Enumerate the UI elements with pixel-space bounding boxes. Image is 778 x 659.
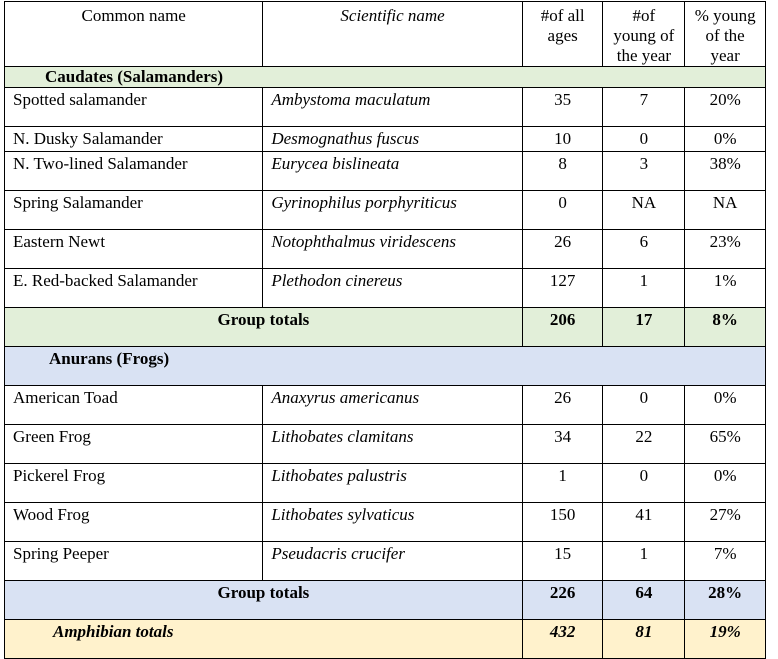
pct-young-cell: 23% [685, 230, 766, 269]
pct-young-cell: 20% [685, 88, 766, 127]
scientific-name-cell: Desmognathus fuscus [263, 127, 523, 152]
table-row [5, 464, 766, 503]
scientific-name-cell: Gyrinophilus porphyriticus [263, 191, 523, 230]
group-totals-label: Group totals [5, 581, 523, 620]
group-totals-pct: 28% [685, 581, 766, 620]
common-name-cell: N. Dusky Salamander [5, 127, 263, 152]
pct-young-cell: 0% [685, 127, 766, 152]
header-pct-young: % young of the year [685, 2, 766, 67]
young-cell: 7 [603, 88, 685, 127]
section-caudates [5, 67, 766, 88]
all-ages-cell: 10 [522, 127, 603, 152]
all-ages-cell: 1 [522, 464, 603, 503]
common-name-cell: E. Red-backed Salamander [5, 269, 263, 308]
table-row [5, 88, 766, 127]
young-cell: 3 [603, 152, 685, 191]
scientific-name-cell: Eurycea bislineata [263, 152, 523, 191]
table-row [5, 386, 766, 425]
table-row [5, 230, 766, 269]
all-ages-cell: 0 [522, 191, 603, 230]
pct-young-cell: 7% [685, 542, 766, 581]
pct-young-cell: 0% [685, 386, 766, 425]
young-cell: 0 [603, 386, 685, 425]
group-totals-pct: 8% [685, 308, 766, 347]
all-ages-cell: 34 [522, 425, 603, 464]
group-totals-all-ages: 206 [522, 308, 603, 347]
group-totals-label: Group totals [5, 308, 523, 347]
table-row [5, 191, 766, 230]
scientific-name-cell: Lithobates sylvaticus [263, 503, 523, 542]
table-row [5, 503, 766, 542]
young-cell: 0 [603, 127, 685, 152]
pct-young-cell: 65% [685, 425, 766, 464]
common-name-cell: Wood Frog [5, 503, 263, 542]
caudates-group-totals-row [5, 308, 766, 347]
common-name-cell: Green Frog [5, 425, 263, 464]
scientific-name-cell: Pseudacris crucifer [263, 542, 523, 581]
all-ages-cell: 15 [522, 542, 603, 581]
common-name-cell: Spring Peeper [5, 542, 263, 581]
scientific-name-cell: Notophthalmus viridescens [263, 230, 523, 269]
section-anurans [5, 347, 766, 386]
young-cell: 0 [603, 464, 685, 503]
amphibian-totals-pct: 19% [685, 620, 766, 659]
scientific-name-cell: Lithobates clamitans [263, 425, 523, 464]
table-row [5, 127, 766, 152]
group-totals-young: 64 [603, 581, 685, 620]
common-name-cell: Spring Salamander [5, 191, 263, 230]
all-ages-cell: 26 [522, 230, 603, 269]
amphibian-totals-all-ages: 432 [522, 620, 603, 659]
anurans-group-totals-row [5, 581, 766, 620]
all-ages-cell: 26 [522, 386, 603, 425]
pct-young-cell: 0% [685, 464, 766, 503]
header-common-name: Common name [5, 2, 263, 67]
header-young-of-year: #of young of the year [603, 2, 685, 67]
scientific-name-cell: Plethodon cinereus [263, 269, 523, 308]
pct-young-cell: 38% [685, 152, 766, 191]
section-label-anurans: Anurans (Frogs) [5, 347, 766, 386]
table-row [5, 425, 766, 464]
all-ages-cell: 150 [522, 503, 603, 542]
young-cell: 6 [603, 230, 685, 269]
amphibian-totals-row [5, 620, 766, 659]
amphibian-totals-young: 81 [603, 620, 685, 659]
all-ages-cell: 127 [522, 269, 603, 308]
common-name-cell: American Toad [5, 386, 263, 425]
header-row [5, 2, 766, 67]
header-all-ages: #of all ages [522, 2, 603, 67]
amphibian-survey-table [4, 1, 766, 659]
young-cell: 1 [603, 269, 685, 308]
common-name-cell: Eastern Newt [5, 230, 263, 269]
group-totals-all-ages: 226 [522, 581, 603, 620]
pct-young-cell: 1% [685, 269, 766, 308]
section-label-caudates: Caudates (Salamanders) [5, 67, 766, 88]
common-name-cell: Pickerel Frog [5, 464, 263, 503]
young-cell: NA [603, 191, 685, 230]
pct-young-cell: 27% [685, 503, 766, 542]
group-totals-young: 17 [603, 308, 685, 347]
scientific-name-cell: Anaxyrus americanus [263, 386, 523, 425]
common-name-cell: N. Two-lined Salamander [5, 152, 263, 191]
table-row [5, 269, 766, 308]
young-cell: 41 [603, 503, 685, 542]
table-row [5, 152, 766, 191]
scientific-name-cell: Ambystoma maculatum [263, 88, 523, 127]
header-scientific-name: Scientific name [263, 2, 523, 67]
common-name-cell: Spotted salamander [5, 88, 263, 127]
scientific-name-cell: Lithobates palustris [263, 464, 523, 503]
young-cell: 22 [603, 425, 685, 464]
young-cell: 1 [603, 542, 685, 581]
all-ages-cell: 35 [522, 88, 603, 127]
amphibian-totals-label: Amphibian totals [5, 620, 523, 659]
table-row [5, 542, 766, 581]
all-ages-cell: 8 [522, 152, 603, 191]
pct-young-cell: NA [685, 191, 766, 230]
